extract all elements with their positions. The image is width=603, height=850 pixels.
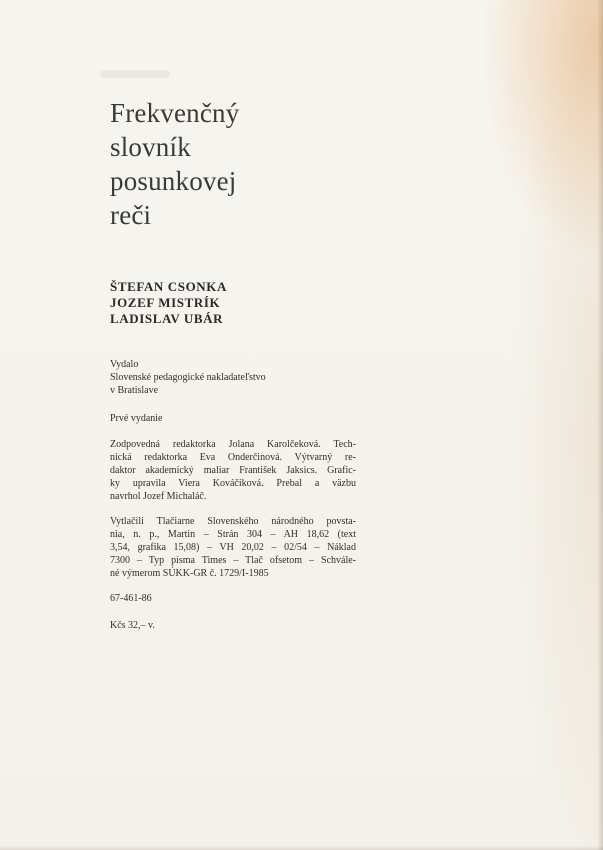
author-1: ŠTEFAN CSONKA <box>110 279 227 294</box>
editors-line-1: Zodpovedná redaktorka Jolana Karolčeková. Tech- <box>110 439 356 450</box>
book-title <box>110 96 239 232</box>
paper-smudge <box>100 70 170 78</box>
publisher-block <box>110 358 266 397</box>
publisher-line-2: Slovenské pedagogické nakladateľstvo <box>110 372 266 383</box>
publisher-line-1: Vydalo <box>110 359 139 370</box>
editors-line-4: ky upravila Viera Kováčiková. Prebal a väzbu <box>110 478 356 489</box>
page-edge-shadow <box>597 0 603 850</box>
authors-list <box>110 279 227 327</box>
price-block <box>110 619 155 632</box>
catalog-code-block <box>110 592 152 605</box>
print-line-5: né výmerom SÚKK-GR č. 1729/I-1985 <box>110 568 269 579</box>
edition-text: Prvé vydanie <box>110 413 163 424</box>
page-bottom-shadow <box>0 846 603 850</box>
catalog-code: 67-461-86 <box>110 593 152 604</box>
title-line-2: slovník <box>110 132 191 162</box>
print-line-3: 3,54, grafika 15,08) – VH 20,02 – 02/54 – Náklad <box>110 542 356 553</box>
editors-line-5: navrhol Jozef Michaláč. <box>110 491 207 502</box>
print-block <box>110 515 356 580</box>
editors-block <box>110 438 356 503</box>
publisher-line-3: v Bratislave <box>110 385 159 396</box>
editors-line-3: daktor akademický maliar František Jaksics. Grafic- <box>110 465 356 476</box>
title-line-4: reči <box>110 200 152 230</box>
price: Kčs 32,– v. <box>110 620 155 631</box>
print-line-2: nia, n. p., Martin – Strán 304 – AH 18,62 (text <box>110 529 356 540</box>
print-line-1: Vytlačili Tlačiarne Slovenského národného povsta- <box>110 516 356 527</box>
edition-block <box>110 412 163 425</box>
author-3: LADISLAV UBÁR <box>110 311 224 326</box>
title-line-3: posunkovej <box>110 166 237 196</box>
print-line-4: 7300 – Typ písma Times – Tlač ofsetom – Schvále- <box>110 555 356 566</box>
title-line-1: Frekvenčný <box>110 98 240 128</box>
editors-line-2: nická redaktorka Eva Onderčinová. Výtvarný re- <box>110 452 356 463</box>
author-2: JOZEF MISTRÍK <box>110 295 221 310</box>
